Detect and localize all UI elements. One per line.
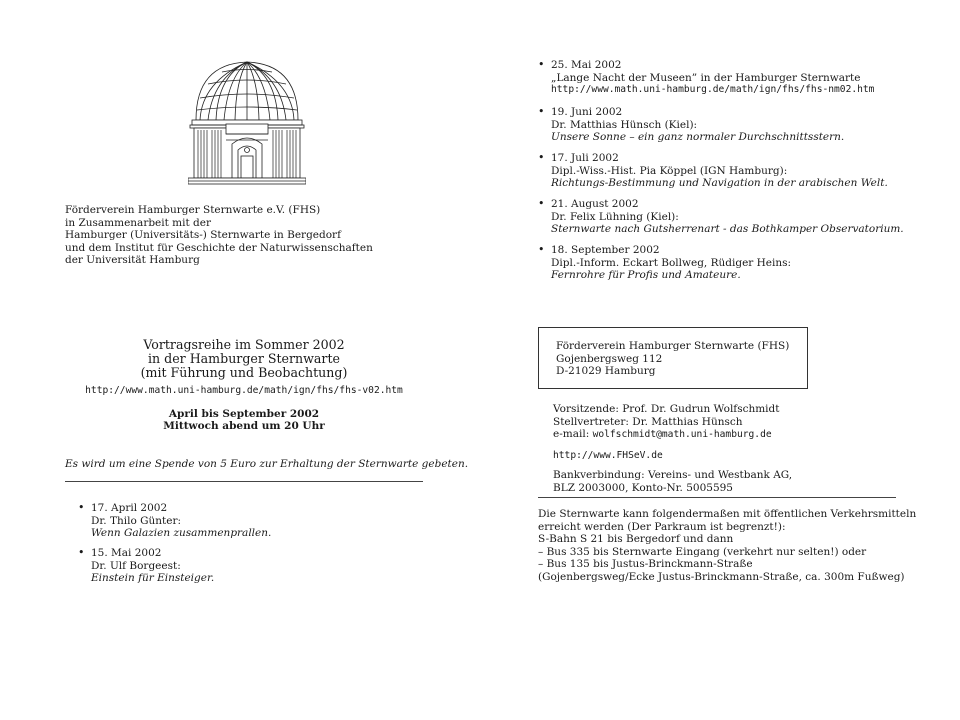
talk-speaker: Dr. Thilo Günter: — [91, 514, 182, 527]
bullet-icon: • — [78, 501, 85, 514]
bullet-icon: • — [538, 151, 545, 164]
talk-item — [538, 59, 874, 97]
talk-item — [538, 244, 791, 282]
talk-item — [78, 502, 271, 540]
talk-date: 17. April 2002 — [91, 502, 168, 514]
directions-line: S-Bahn S 21 bis Bergedorf und dann — [538, 533, 734, 546]
directions-line: – Bus 135 bis Justus-Brinckmann-Straße — [538, 558, 753, 571]
org-line: Hamburger (Universitäts-) Sternwarte in Bergedorf — [65, 229, 341, 242]
talk-title: Wenn Galazien zusammenprallen. — [91, 527, 272, 540]
title-block — [65, 338, 423, 433]
talk-speaker: Dr. Matthias Hünsch (Kiel): — [551, 118, 698, 131]
talk-date: 17. Juli 2002 — [551, 152, 619, 164]
talk-item — [538, 106, 844, 144]
talk-speaker: „Lange Nacht der Museen” in der Hamburger Sternwarte — [551, 71, 861, 84]
talk-date: 25. Mai 2002 — [551, 59, 622, 71]
talk-speaker: Dipl.-Inform. Eckart Bollweg, Rüdiger Heins: — [551, 256, 792, 269]
chair-text: Vorsitzende: Prof. Dr. Gudrun Wolfschmidt — [553, 403, 780, 415]
org-block — [65, 204, 373, 267]
talk-title: Richtungs-Bestimmung und Navigation in der arabischen Welt. — [551, 177, 888, 190]
address-line: D-21029 Hamburg — [556, 365, 656, 378]
bullet-icon: • — [538, 58, 545, 71]
talk-date: 19. Juni 2002 — [551, 106, 623, 118]
email-link[interactable]: wolfschmidt@math.uni-hamburg.de — [592, 429, 772, 441]
org-line: und dem Institut für Geschichte der Naturwissenschaften — [65, 241, 373, 254]
time-text: Mittwoch abend um 20 Uhr — [163, 420, 325, 433]
talk-item — [538, 198, 904, 236]
talk-url[interactable]: http://www.math.uni-hamburg.de/math/ign/fhs/fhs-nm02.htm — [551, 84, 875, 96]
directions-line: – Bus 335 bis Sternwarte Eingang (verkehrt nur selten!) oder — [538, 545, 867, 558]
bullet-icon: • — [78, 546, 85, 559]
observatory-dome-icon — [188, 58, 306, 186]
directions-line: Die Sternwarte kann folgendermaßen mit öffentlichen Verkehrsmitteln — [538, 508, 917, 520]
donation-note: Es wird um eine Spende von 5 Euro zur Erhaltung der Sternwarte gebeten. — [65, 458, 469, 470]
directions-line: (Gojenbergsweg/Ecke Justus-Brinckmann-Straße, ca. 300m Fußweg) — [538, 570, 905, 583]
talk-title: Einstein für Einsteiger. — [91, 572, 215, 585]
talk-speaker: Dipl.-Wiss.-Hist. Pia Köppel (IGN Hamburg): — [551, 164, 788, 177]
bullet-icon: • — [538, 197, 545, 210]
bank-line: Bankverbindung: Vereins- und Westbank AG, — [553, 469, 793, 482]
deputy-text: Stellvertreter: Dr. Matthias Hünsch — [553, 415, 743, 428]
talk-speaker: Dr. Felix Lühning (Kiel): — [551, 210, 679, 223]
directions-line: erreicht werden (Der Parkraum ist begrenzt!): — [538, 520, 786, 533]
page-subtitle: in der Hamburger Sternwarte — [148, 351, 340, 366]
talk-date: 18. September 2002 — [551, 244, 660, 256]
directions-block — [538, 508, 916, 584]
contact-block — [553, 403, 792, 495]
talk-title: Fernrohre für Profis und Amateure. — [551, 269, 741, 282]
series-url[interactable]: http://www.math.uni-hamburg.de/math/ign/fhs/fhs-v02.htm — [85, 385, 403, 396]
talk-title: Unsere Sonne – ein ganz normaler Durchschnittsstern. — [551, 131, 845, 144]
page-title: Vortragsreihe im Sommer 2002 — [143, 337, 345, 352]
divider — [538, 497, 896, 498]
talk-date: 15. Mai 2002 — [91, 547, 162, 559]
period-text: April bis September 2002 — [168, 407, 320, 420]
bank-line: BLZ 2003000, Konto-Nr. 5005595 — [553, 481, 733, 494]
org-line: Förderverein Hamburger Sternwarte e.V. (FHS) — [65, 204, 321, 216]
bullet-icon: • — [538, 105, 545, 118]
talk-date: 21. August 2002 — [551, 198, 639, 210]
website-link[interactable]: http://www.FHSeV.de — [553, 449, 663, 461]
talk-speaker: Dr. Ulf Borgeest: — [91, 559, 181, 572]
page-subtitle: (mit Führung und Beobachtung) — [140, 365, 348, 380]
talk-item — [538, 152, 888, 190]
talk-title: Sternwarte nach Gutsherrenart - das Bothkamper Observatorium. — [551, 223, 904, 236]
email-label: e-mail: — [553, 428, 593, 441]
bullet-icon: • — [538, 243, 545, 256]
org-line: in Zusammenarbeit mit der — [65, 216, 212, 229]
divider — [65, 481, 423, 482]
address-line: Förderverein Hamburger Sternwarte (FHS) — [556, 340, 790, 352]
address-line: Gojenbergsweg 112 — [556, 352, 663, 365]
org-line: der Universität Hamburg — [65, 254, 200, 267]
talk-item — [78, 547, 214, 585]
email-row — [553, 428, 792, 442]
address-box — [538, 327, 808, 389]
